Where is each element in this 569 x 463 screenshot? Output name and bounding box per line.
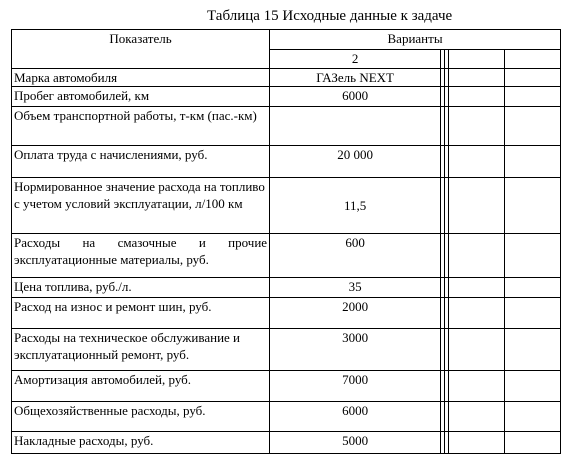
row-label: Накладные расходы, руб. xyxy=(12,432,270,454)
row-value: 20 000 xyxy=(270,146,441,178)
empty-cell xyxy=(504,178,560,234)
row-label: Общехозяйственные расходы, руб. xyxy=(12,402,270,432)
row-label: Расходы на смазочные и прочие эксплуатационные материалы, руб. xyxy=(12,234,270,278)
empty-cell xyxy=(504,371,560,402)
row-label: Цена топлива, руб./л. xyxy=(12,278,270,298)
row-value: 5000 xyxy=(270,432,441,454)
table-row xyxy=(12,87,561,107)
row-label: Оплата труда с начислениями, руб. xyxy=(12,146,270,178)
empty-cell xyxy=(449,402,504,432)
empty-cell xyxy=(504,87,560,107)
row-label: Расходы на техническое обслуживание и эксплуатационный ремонт, руб. xyxy=(12,329,270,371)
row-value: 6000 xyxy=(270,87,441,107)
table-row xyxy=(12,432,561,454)
table-row xyxy=(12,298,561,329)
empty-cell xyxy=(504,107,560,146)
empty-cell xyxy=(449,87,504,107)
empty-cell xyxy=(449,178,504,234)
row-value xyxy=(270,107,441,146)
row-value: 35 xyxy=(270,278,441,298)
row-label: Объем транспортной работы, т-км (пас.-км) xyxy=(12,107,270,146)
table-row xyxy=(12,278,561,298)
empty-cell xyxy=(504,298,560,329)
row-label: Нормированное значение расхода на топливо с учетом условий эксплуатации, л/100 км xyxy=(12,178,270,234)
header-indicator: Показатель xyxy=(12,30,270,69)
row-value: ГАЗель NEXT xyxy=(270,69,441,87)
empty-cell xyxy=(504,69,560,87)
row-value: 2000 xyxy=(270,298,441,329)
empty-cell xyxy=(504,432,560,454)
header-variants: Варианты xyxy=(270,30,561,50)
table-row xyxy=(12,69,561,87)
table-row xyxy=(12,402,561,432)
empty-cell xyxy=(504,402,560,432)
empty-cell xyxy=(449,432,504,454)
row-label: Расход на износ и ремонт шин, руб. xyxy=(12,298,270,329)
empty-cell xyxy=(449,371,504,402)
empty-cell xyxy=(449,298,504,329)
empty-cell xyxy=(504,50,560,69)
table-row xyxy=(12,107,561,146)
empty-cell xyxy=(449,107,504,146)
table-row xyxy=(12,329,561,371)
empty-cell xyxy=(449,329,504,371)
row-label: Марка автомобиля xyxy=(12,69,270,87)
empty-cell xyxy=(504,278,560,298)
row-value: 600 xyxy=(270,234,441,278)
empty-cell xyxy=(504,146,560,178)
table-caption: Таблица 15 Исходные данные к задаче xyxy=(207,8,453,24)
row-value: 11,5 xyxy=(270,178,441,234)
row-value: 3000 xyxy=(270,329,441,371)
empty-cell xyxy=(449,69,504,87)
empty-cell xyxy=(504,234,560,278)
empty-cell xyxy=(449,146,504,178)
row-value: 6000 xyxy=(270,402,441,432)
source-data-table xyxy=(11,29,561,454)
empty-cell xyxy=(504,329,560,371)
table-row xyxy=(12,234,561,278)
row-label: Амортизация автомобилей, руб. xyxy=(12,371,270,402)
header-variant-number: 2 xyxy=(270,50,441,69)
row-label: Пробег автомобилей, км xyxy=(12,87,270,107)
empty-cell xyxy=(449,234,504,278)
empty-cell xyxy=(449,278,504,298)
table-row xyxy=(12,146,561,178)
row-value: 7000 xyxy=(270,371,441,402)
empty-cell xyxy=(449,50,504,69)
table-row xyxy=(12,178,561,234)
table-row xyxy=(12,371,561,402)
